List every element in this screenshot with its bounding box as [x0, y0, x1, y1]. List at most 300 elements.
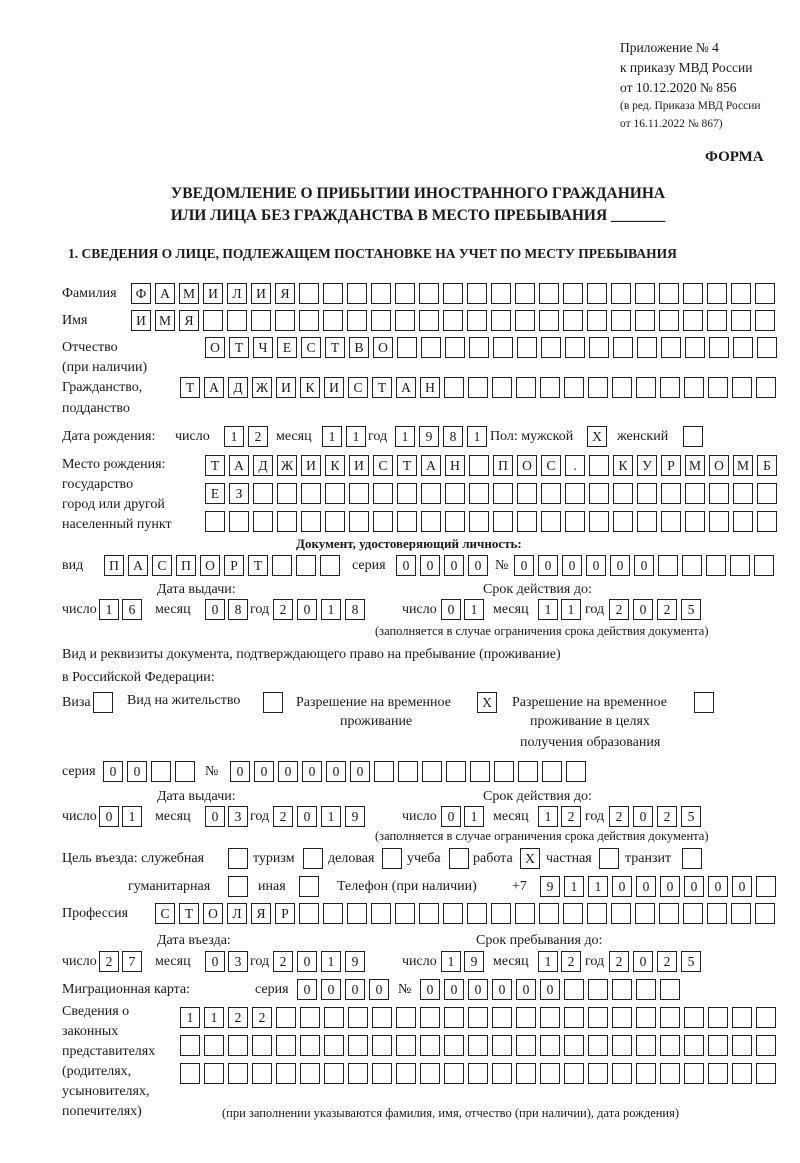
char-box: Я	[251, 903, 271, 924]
char-box: П	[493, 455, 513, 476]
char-box	[396, 1063, 416, 1084]
char-box: 0	[708, 876, 728, 897]
char-box	[300, 1063, 320, 1084]
char-box: А	[128, 555, 148, 576]
stay-doc-heading: Вид и реквизиты документа, подтверждающего право на пребывание (проживание)	[62, 647, 561, 662]
series-label: серия	[352, 558, 386, 573]
representatives-label: Сведения о	[62, 1004, 130, 1019]
char-box	[348, 1007, 368, 1028]
char-box	[275, 310, 295, 331]
char-box	[757, 483, 777, 504]
char-box: 0	[514, 555, 534, 576]
char-box: 0	[586, 555, 606, 576]
char-box	[708, 377, 728, 398]
annex-line: от 10.12.2020 № 856	[620, 80, 737, 95]
char-box: С	[348, 377, 368, 398]
char-box	[276, 1007, 296, 1028]
char-box	[542, 761, 562, 782]
char-box	[684, 377, 704, 398]
migration-card-label: Миграционная карта:	[62, 982, 191, 997]
char-box	[300, 1007, 320, 1028]
char-box	[382, 848, 402, 869]
char-box	[468, 1035, 488, 1056]
char-box	[397, 483, 417, 504]
char-box	[263, 692, 283, 713]
char-box	[635, 903, 655, 924]
char-box	[707, 310, 727, 331]
char-box	[468, 1007, 488, 1028]
char-box	[757, 337, 777, 358]
char-box: 9	[345, 806, 365, 827]
char-box	[347, 283, 367, 304]
char-box	[539, 283, 559, 304]
char-box	[229, 511, 249, 532]
char-box: 0	[103, 761, 123, 782]
series-label: серия	[62, 764, 96, 779]
char-box: 0	[297, 951, 317, 972]
char-box: 0	[468, 555, 488, 576]
char-box	[685, 337, 705, 358]
char-box	[517, 337, 537, 358]
char-box: Е	[205, 483, 225, 504]
valid-until-label: Срок действия до:	[483, 789, 592, 804]
char-box: 0	[516, 979, 536, 1000]
char-box	[323, 903, 343, 924]
char-box: М	[179, 283, 199, 304]
char-box: 0	[205, 806, 225, 827]
char-box	[323, 283, 343, 304]
char-box: 2	[248, 426, 268, 447]
char-box	[325, 511, 345, 532]
birth-date-label: Дата рождения:	[62, 429, 156, 444]
char-box	[303, 848, 323, 869]
char-box	[396, 1035, 416, 1056]
char-box: 0	[441, 806, 461, 827]
char-box: 0	[369, 979, 389, 1000]
char-box	[682, 848, 702, 869]
year-label: год	[368, 429, 388, 444]
char-box: 1	[180, 1007, 200, 1028]
representatives-label: попечителях)	[62, 1104, 142, 1119]
char-box	[180, 1063, 200, 1084]
char-box: 0	[538, 555, 558, 576]
char-box	[707, 283, 727, 304]
char-box	[301, 511, 321, 532]
char-box: С	[541, 455, 561, 476]
char-box	[541, 483, 561, 504]
char-box	[709, 511, 729, 532]
char-box	[589, 337, 609, 358]
day-label: число	[62, 809, 97, 824]
representatives-label: усыновителях,	[62, 1084, 150, 1099]
issue-date-label: Дата выдачи:	[157, 582, 236, 597]
char-box: 1	[538, 806, 558, 827]
char-box	[566, 761, 586, 782]
valid-until-label: Срок действия до:	[483, 582, 592, 597]
char-box	[204, 1035, 224, 1056]
char-box: О	[517, 455, 537, 476]
char-box: 8	[443, 426, 463, 447]
char-box: М	[155, 310, 175, 331]
number-label: №	[495, 558, 509, 573]
char-box	[204, 1063, 224, 1084]
char-box	[661, 511, 681, 532]
char-box	[565, 511, 585, 532]
char-box	[449, 848, 469, 869]
char-box	[228, 876, 248, 897]
char-box	[613, 483, 633, 504]
char-box: Я	[275, 283, 295, 304]
month-label: месяц	[155, 602, 191, 617]
char-box: 2	[609, 951, 629, 972]
char-box	[492, 1063, 512, 1084]
char-box	[612, 1035, 632, 1056]
char-box	[491, 283, 511, 304]
char-box: X	[587, 426, 607, 447]
birth-place-label: населенный пункт	[62, 517, 172, 532]
char-box	[320, 555, 340, 576]
char-box: У	[637, 455, 657, 476]
char-box	[493, 337, 513, 358]
char-box: 0	[321, 979, 341, 1000]
char-box: 5	[681, 806, 701, 827]
char-box	[420, 1035, 440, 1056]
day-label: число	[175, 429, 210, 444]
char-box	[563, 310, 583, 331]
char-box: Т	[372, 377, 392, 398]
char-box	[636, 1063, 656, 1084]
business-label: деловая	[328, 851, 375, 866]
char-box	[730, 555, 750, 576]
char-box	[516, 1007, 536, 1028]
char-box	[227, 310, 247, 331]
month-label: месяц	[155, 954, 191, 969]
edu-permit-label: проживание в целях	[530, 714, 650, 729]
char-box	[637, 511, 657, 532]
edu-permit-label: Разрешение на временное	[512, 695, 667, 710]
char-box	[661, 337, 681, 358]
entry-date-label: Дата въезда:	[157, 933, 231, 948]
char-box	[205, 511, 225, 532]
day-label: число	[402, 954, 437, 969]
char-box	[733, 337, 753, 358]
char-box	[420, 1063, 440, 1084]
char-box	[493, 483, 513, 504]
title-line: ИЛИ ЛИЦА БЕЗ ГРАЖДАНСТВА В МЕСТО ПРЕБЫВАНИЯ _______	[170, 207, 666, 224]
char-box: 1	[321, 806, 341, 827]
other-label: иная	[258, 879, 286, 894]
month-label: месяц	[493, 809, 529, 824]
char-box: Ж	[252, 377, 272, 398]
char-box	[518, 761, 538, 782]
char-box: 2	[273, 599, 293, 620]
representatives-label: (родителях,	[62, 1064, 132, 1079]
char-box	[731, 283, 751, 304]
char-box: О	[373, 337, 393, 358]
char-box	[180, 1035, 200, 1056]
char-box	[445, 337, 465, 358]
char-box: К	[325, 455, 345, 476]
char-box	[419, 283, 439, 304]
char-box: 0	[396, 555, 416, 576]
char-box	[564, 1063, 584, 1084]
char-box	[732, 1007, 752, 1028]
char-box	[613, 337, 633, 358]
char-box: 6	[122, 599, 142, 620]
char-box	[658, 555, 678, 576]
citizenship-label: Гражданство,	[62, 380, 143, 395]
temp-permit-label: Разрешение на временное	[296, 695, 451, 710]
char-box	[468, 1063, 488, 1084]
char-box: И	[203, 283, 223, 304]
char-box	[612, 1063, 632, 1084]
char-box	[564, 1035, 584, 1056]
char-box: .	[565, 455, 585, 476]
char-box	[252, 1035, 272, 1056]
char-box	[709, 337, 729, 358]
char-box	[324, 1063, 344, 1084]
char-box: 1	[564, 876, 584, 897]
char-box	[349, 483, 369, 504]
char-box	[635, 310, 655, 331]
char-box	[588, 1063, 608, 1084]
day-label: число	[62, 954, 97, 969]
char-box: И	[301, 455, 321, 476]
char-box	[565, 483, 585, 504]
char-box	[588, 1035, 608, 1056]
doc-kind-label: вид	[62, 558, 84, 573]
char-box	[444, 1035, 464, 1056]
char-box	[659, 283, 679, 304]
char-box: 0	[634, 555, 654, 576]
char-box	[587, 310, 607, 331]
char-box	[445, 483, 465, 504]
char-box	[708, 1007, 728, 1028]
char-box	[228, 1063, 248, 1084]
char-box	[228, 848, 248, 869]
char-box	[517, 511, 537, 532]
birth-place-label: город или другой	[62, 497, 165, 512]
char-box: 1	[395, 426, 415, 447]
char-box	[757, 511, 777, 532]
char-box: 0	[444, 555, 464, 576]
char-box: 0	[732, 876, 752, 897]
char-box	[396, 1007, 416, 1028]
char-box	[516, 377, 536, 398]
char-box	[732, 1035, 752, 1056]
char-box	[754, 555, 774, 576]
humanitarian-label: гуманитарная	[128, 879, 211, 894]
char-box	[540, 1063, 560, 1084]
char-box: М	[685, 455, 705, 476]
char-box	[755, 310, 775, 331]
char-box: 1	[204, 1007, 224, 1028]
char-box: Т	[229, 337, 249, 358]
char-box	[636, 377, 656, 398]
char-box: 0	[610, 555, 630, 576]
char-box	[563, 903, 583, 924]
char-box: П	[176, 555, 196, 576]
char-box	[539, 903, 559, 924]
year-label: год	[585, 602, 605, 617]
surname-label: Фамилия	[62, 286, 117, 301]
char-box: 1	[538, 599, 558, 620]
char-box	[252, 1063, 272, 1084]
char-box: 1	[122, 806, 142, 827]
stay-until-label: Срок пребывания до:	[476, 933, 603, 948]
char-box: 0	[684, 876, 704, 897]
char-box	[539, 310, 559, 331]
char-box	[683, 903, 703, 924]
validity-note: (заполняется в случае ограничения срока действия документа)	[375, 829, 709, 843]
char-box	[348, 1035, 368, 1056]
char-box	[733, 483, 753, 504]
char-box	[421, 483, 441, 504]
char-box: 0	[660, 876, 680, 897]
validity-note: (заполняется в случае ограничения срока действия документа)	[375, 624, 709, 638]
char-box	[731, 903, 751, 924]
char-box	[587, 283, 607, 304]
char-box	[151, 761, 171, 782]
char-box: Т	[180, 377, 200, 398]
char-box	[277, 511, 297, 532]
char-box	[446, 761, 466, 782]
char-box	[611, 283, 631, 304]
char-box	[372, 1007, 392, 1028]
char-box: А	[204, 377, 224, 398]
char-box	[443, 903, 463, 924]
month-label: месяц	[155, 809, 191, 824]
char-box	[756, 1035, 776, 1056]
char-box	[540, 1007, 560, 1028]
char-box: Р	[275, 903, 295, 924]
char-box	[276, 1063, 296, 1084]
char-box	[589, 483, 609, 504]
char-box: О	[203, 903, 223, 924]
residence-permit-label: Вид на жительство	[127, 693, 241, 708]
char-box	[175, 761, 195, 782]
char-box: 0	[297, 806, 317, 827]
char-box	[565, 337, 585, 358]
char-box	[589, 455, 609, 476]
char-box	[301, 483, 321, 504]
char-box: О	[200, 555, 220, 576]
char-box: 9	[345, 951, 365, 972]
char-box	[491, 310, 511, 331]
amendment-line: (в ред. Приказа МВД России	[620, 100, 761, 112]
char-box	[253, 483, 273, 504]
char-box: 2	[273, 951, 293, 972]
char-box	[421, 511, 441, 532]
char-box: 0	[278, 761, 298, 782]
char-box: 1	[346, 426, 366, 447]
char-box	[709, 483, 729, 504]
char-box	[492, 1007, 512, 1028]
char-box: 1	[464, 599, 484, 620]
char-box	[540, 377, 560, 398]
char-box	[756, 1007, 776, 1028]
char-box: 2	[657, 951, 677, 972]
char-box: Б	[757, 455, 777, 476]
char-box: И	[131, 310, 151, 331]
char-box: 2	[273, 806, 293, 827]
amendment-line: от 16.11.2022 № 867)	[620, 118, 723, 130]
char-box	[732, 377, 752, 398]
char-box	[755, 283, 775, 304]
char-box	[272, 555, 292, 576]
char-box	[635, 283, 655, 304]
char-box	[683, 310, 703, 331]
char-box	[491, 903, 511, 924]
form-label: ФОРМА	[705, 149, 764, 165]
char-box: И	[251, 283, 271, 304]
char-box	[420, 1007, 440, 1028]
char-box	[494, 761, 514, 782]
char-box	[684, 1063, 704, 1084]
char-box: 0	[468, 979, 488, 1000]
char-box	[325, 483, 345, 504]
char-box: 7	[122, 951, 142, 972]
char-box: 2	[609, 806, 629, 827]
char-box	[492, 377, 512, 398]
month-label: месяц	[276, 429, 312, 444]
char-box	[347, 310, 367, 331]
char-box: Р	[661, 455, 681, 476]
char-box	[349, 511, 369, 532]
char-box: О	[205, 337, 225, 358]
char-box	[296, 555, 316, 576]
char-box	[564, 1007, 584, 1028]
char-box: 9	[419, 426, 439, 447]
char-box: Ч	[253, 337, 273, 358]
char-box: С	[152, 555, 172, 576]
char-box: 2	[252, 1007, 272, 1028]
char-box	[395, 310, 415, 331]
char-box	[515, 903, 535, 924]
char-box	[444, 377, 464, 398]
char-box: Н	[420, 377, 440, 398]
year-label: год	[585, 954, 605, 969]
char-box	[348, 1063, 368, 1084]
char-box	[588, 377, 608, 398]
day-label: число	[62, 602, 97, 617]
char-box	[541, 337, 561, 358]
char-box	[492, 1035, 512, 1056]
char-box: 2	[561, 951, 581, 972]
char-box	[203, 310, 223, 331]
visa-label: Виза	[62, 695, 91, 710]
char-box	[636, 1007, 656, 1028]
char-box	[684, 1035, 704, 1056]
char-box: 0	[540, 979, 560, 1000]
char-box	[516, 1035, 536, 1056]
char-box: А	[229, 455, 249, 476]
char-box: Л	[227, 903, 247, 924]
char-box: 0	[302, 761, 322, 782]
char-box	[395, 903, 415, 924]
number-label: №	[398, 982, 412, 997]
char-box	[422, 761, 442, 782]
char-box	[659, 903, 679, 924]
char-box	[612, 377, 632, 398]
char-box: X	[477, 692, 497, 713]
char-box	[469, 483, 489, 504]
char-box: Д	[253, 455, 273, 476]
char-box	[277, 483, 297, 504]
char-box: 0	[633, 599, 653, 620]
char-box	[517, 483, 537, 504]
char-box: 1	[467, 426, 487, 447]
